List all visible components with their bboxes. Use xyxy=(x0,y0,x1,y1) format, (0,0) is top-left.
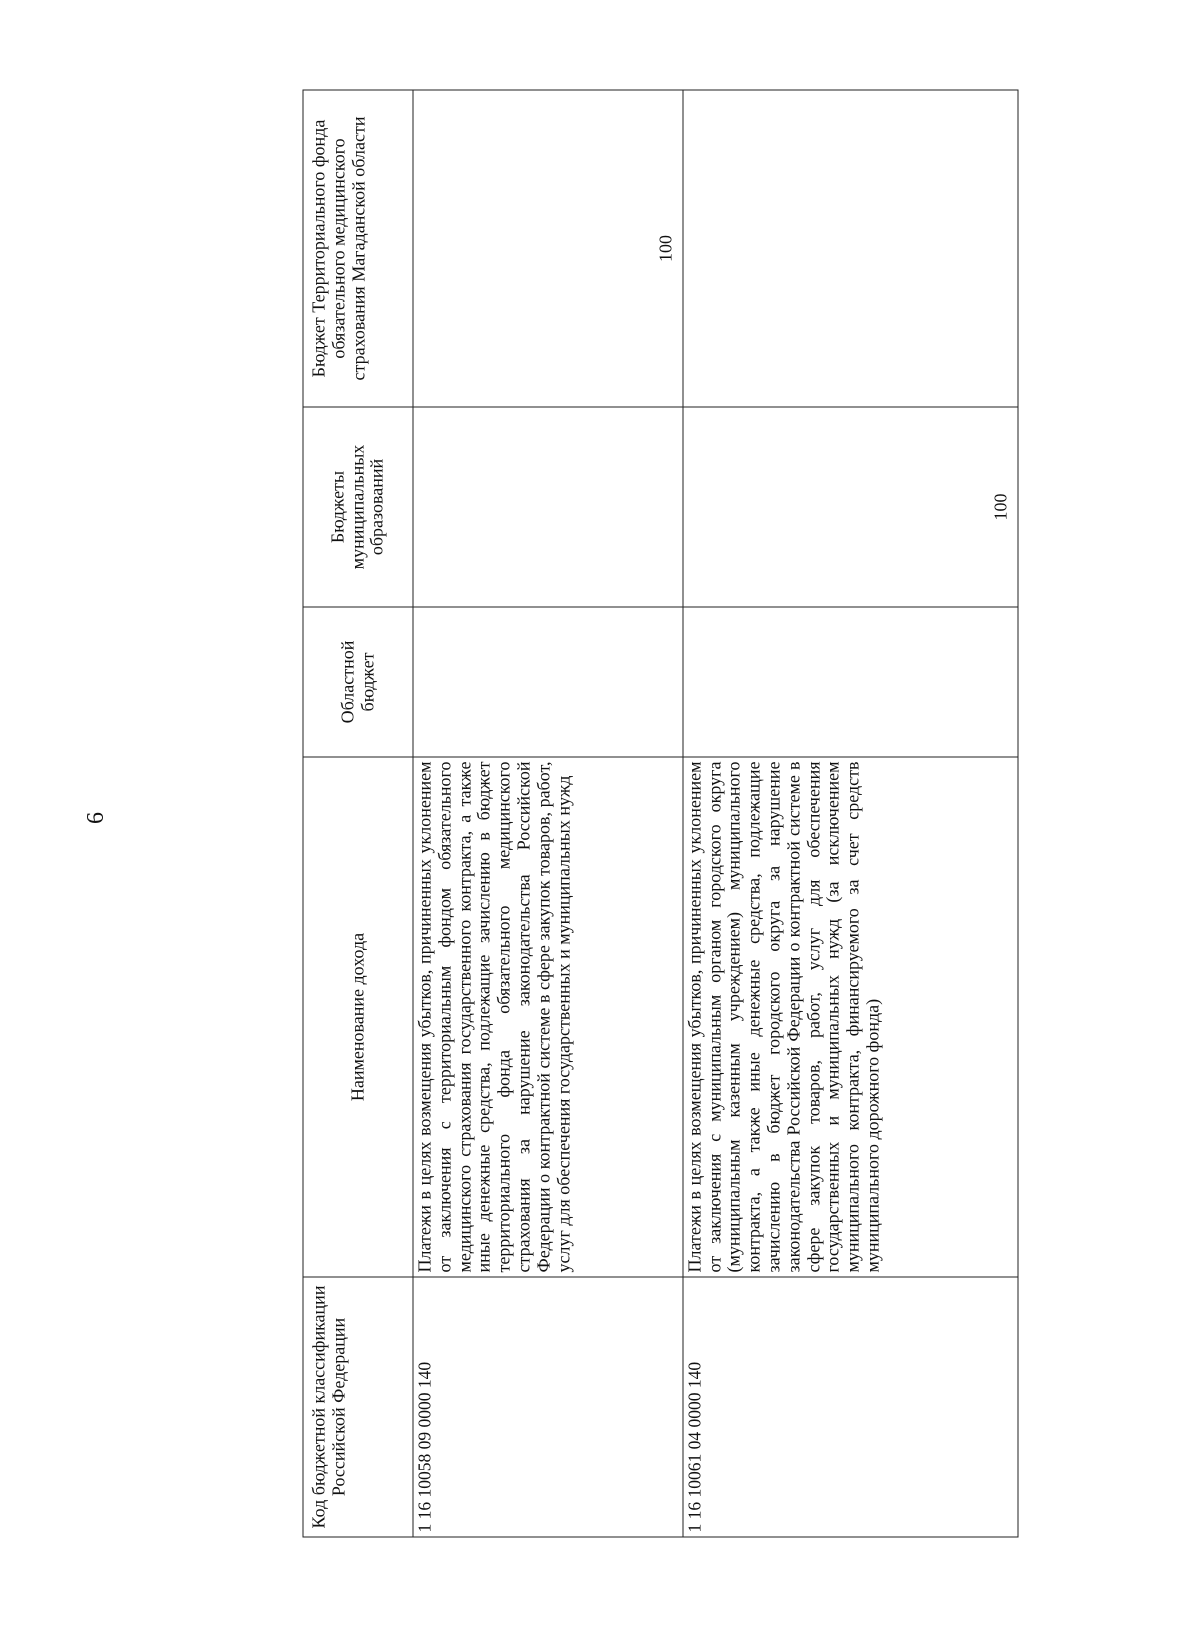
row-2-code: 1 16 10061 04 0000 140 xyxy=(682,1277,1017,1537)
row-2-municipal-value: 100 xyxy=(682,407,1017,607)
header-municipal-budgets: Бюджеты муниципальных образований xyxy=(303,407,413,607)
header-regional-budget: Областной бюджет xyxy=(303,607,413,757)
row-1-regional-value xyxy=(413,607,683,757)
table-row xyxy=(413,90,683,1537)
table-row xyxy=(682,90,1017,1537)
header-name: Наименование дохода xyxy=(303,757,413,1277)
header-code: Код бюджетной классификации Российской Федерации xyxy=(303,1277,413,1537)
row-1-tfoms-value: 100 xyxy=(413,90,683,407)
header-tfoms-budget: Бюджет Территориального фонда обязательного медицинского страхования Магаданской области xyxy=(303,90,413,407)
row-1-municipal-value xyxy=(413,407,683,607)
row-1-name: Платежи в целях возмещения убытков, причиненных уклонением от заключения с территориальным фондом обязательного медицинского страхования государственного контракта, а также иные денежные средства, подлежащие зачислению в бюджет территориального фонда обязательного медицинского страхования за нарушение законодательства Российской Федерации о контрактной системе в сфере закупок товаров, работ, услуг для обеспечения государственных и муниципальных нужд xyxy=(413,757,683,1277)
row-1-code: 1 16 10058 09 0000 140 xyxy=(413,1277,683,1537)
income-distribution-table xyxy=(302,90,1018,1538)
page-number: 6 xyxy=(83,812,109,824)
income-table-wrapper xyxy=(302,91,1018,1538)
row-2-regional-value xyxy=(682,607,1017,757)
row-2-name: Платежи в целях возмещения убытков, причиненных уклонением от заключения с муниципальным органом городского округа (муниципальным казенным учреждением) муниципального контракта, а также иные денежные средства, подлежащие зачислению в бюджет городского округа за нарушение законодательства Российской Федерации о контрактной системе в сфере закупок товаров, работ, услуг для обеспечения государственных и муниципальных нужд (за исключением муниципального контракта, финансируемого за счет средств муниципального дорожного фонда) xyxy=(682,757,1017,1277)
row-2-tfoms-value xyxy=(682,90,1017,407)
table-header-row xyxy=(303,90,413,1537)
